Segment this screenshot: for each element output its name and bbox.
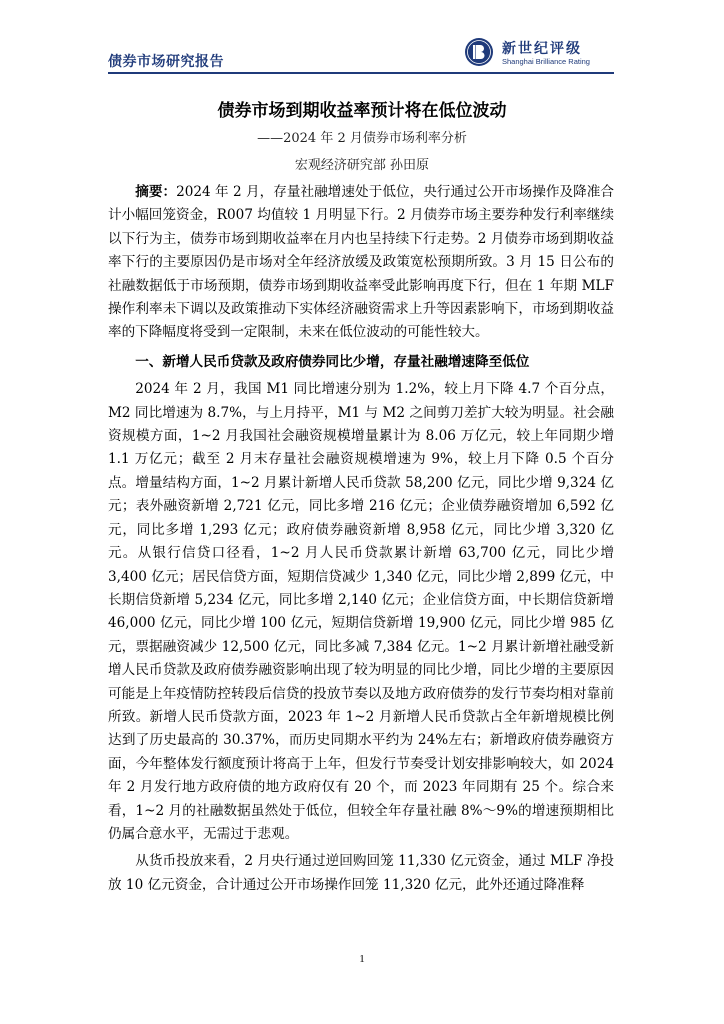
page-header: [108, 36, 614, 76]
header-divider: [108, 72, 614, 74]
brilliance-rating-emblem-icon: [464, 37, 494, 67]
report-author: 宏观经济研究部 孙田原: [294, 158, 430, 173]
report-subtitle: ——2024 年 2 月债券市场利率分析: [257, 131, 467, 146]
body-paragraph: 从货币投放来看，2 月央行通过逆回购回笼 11,330 亿元资金，通过 MLF 净投放 10 亿元资金，合计通过公开市场操作回笼 11,320 亿元，此外还通过降准释: [108, 853, 614, 893]
report-title: 债券市场到期收益率预计将在低位波动: [217, 101, 507, 121]
page-number: 1: [359, 953, 365, 965]
header-title: 债券市场研究报告: [108, 54, 224, 70]
company-logo: [464, 36, 614, 70]
abstract-label: 摘要：: [135, 184, 177, 200]
abstract-paragraph: [108, 181, 614, 345]
report-body: [108, 181, 614, 897]
abstract-text: 2024 年 2 月，存量社融增速处于低位，央行通过公开市场操作及降准合计小幅回笼资金，R007 均值较 1 月明显下行。2 月债券市场主要券种发行利率继续以下行为主，债券市场到期收益率在月内也呈持续下行走势。2 月债券市场到期收益率下行的主要原因仍是市场对全年经济放缓及政策宽松预期所致。3 月 15 日公布的社融数据低于市场预期，债券市场到期收益率受此影响再度下行，但在 1 年期 MLF 操作利率未下调以及政策推动下实体经济融资需求上升等因素影响下，市场到期收益率的下降幅度将受到一定限制，未来在低位波动的可能性较大。: [108, 184, 614, 341]
body-paragraph: 2024 年 2 月，我国 M1 同比增速分别为 1.2%，较上月下降 4.7 个百分点，M2 同比增速为 8.7%，与上月持平，M1 与 M2 之间剪刀差扩大较为明显。社会融资规模方面，1~2 月我国社会融资规模增量累计为 8.06 万亿元，较上年同期少增 1.1 万亿元；截至 2 月末存量社会融资规模增速为 9%，较上月下降 0.5 个百分点。增量结构方面，1~2 月累计新增人民币贷款 58,200 亿元，同比少增 9,324 亿元；表外融资新增 2,721 亿元，同比多增 216 亿元；企业债券融资增加 6,592 亿元，同比多增 1,293 亿元；政府债券融资新增 8,958 亿元，同比少增 3,320 亿元。从银行信贷口径看，1~2 月人民币贷款累计新增 63,700 亿元，同比少增 3,400 亿元；居民信贷方面，短期信贷减少 1,340 亿元，同比少增 2,899 亿元，中长期信贷新增 5,234 亿元，同比多增 2,140 亿元；企业信贷方面，中长期信贷新增 46,000 亿元，同比少增 100 亿元，短期信贷新增 19,900 亿元，同比少增 985 亿元，票据融资减少 12,500 亿元，同比多减 7,384 亿元。1~2 月累计新增社融受新增人民币贷款及政府债券融资影响出现了较为明显的同比少增，同比少增的主要原因可能是上年疫情防控转段后信贷的投放节奏以及地方政府债券的发行节奏均相对靠前所致。新增人民币贷款方面，2023 年 1~2 月新增人民币贷款占全年新增规模比例达到了历史最高的 30.37%，而历史同期水平约为 24%左右；新增政府债券融资方面，今年整体发行额度预计将高于上年，但发行节奏受计划安排影响较大，如 2024 年 2 月发行地方政府债的地方政府仅有 20 个，而 2023 年同期有 25 个。综合来看，1~2 月的社融数据虽然处于低位，但较全年存量社融 8%～9%的增速预期相比仍属合意水平，无需过于悲观。: [108, 381, 614, 842]
logo-name-cn: 新世纪评级: [502, 41, 582, 57]
section-heading: 一、新增人民币贷款及政府债券同比少增，存量社融增速降至低位: [135, 353, 530, 370]
logo-name-en: Shanghai Brilliance Rating: [502, 57, 590, 66]
